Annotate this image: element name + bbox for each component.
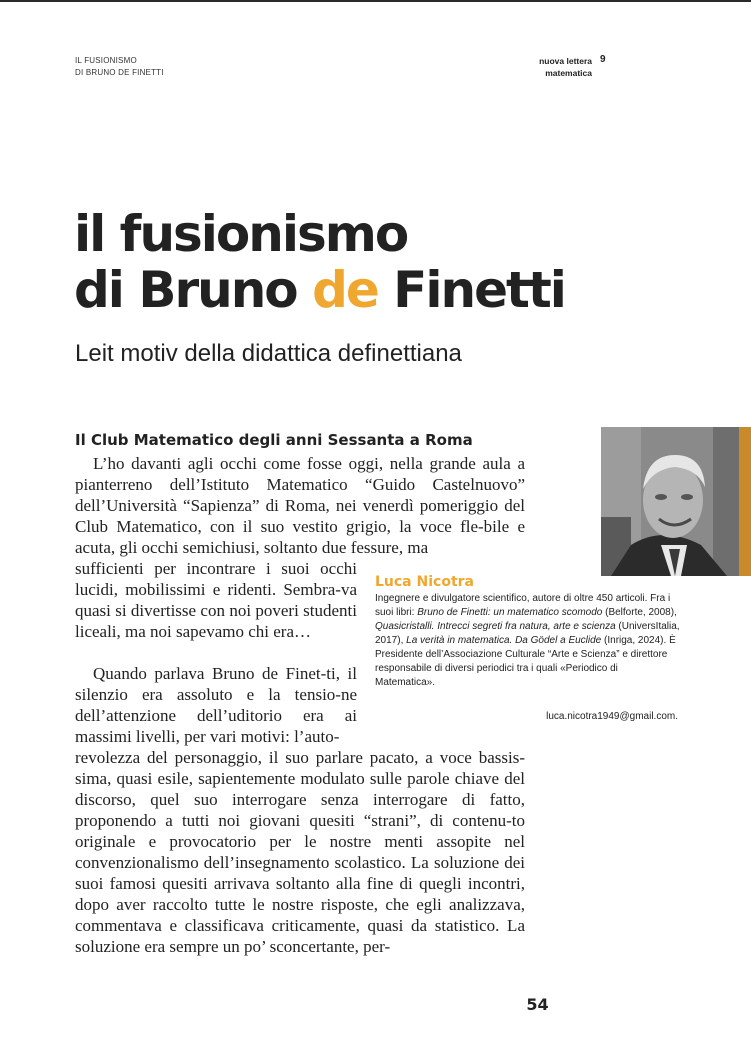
page-number: 54 (526, 995, 549, 1014)
magazine-name-line2: matematica (545, 68, 592, 78)
bio-text-1: Ingegnere e divulgatore scientifico, autore di oltre 450 articoli. Fra i suoi libri: (375, 593, 671, 618)
article-title (74, 206, 565, 318)
body-paragraph-1-part-1: L’ho davanti agli occhi come fosse oggi, nella grande aula a pianterreno dell’Istituto Matematico “Guido Castelnuovo” dell’Università “Sapienza” di Roma, nei venerdì pomeriggio del Club Matematico, con il suo vestito grigio, la voce fle-bile e acuta, gli occhi semichiusi, soltanto due fessure, ma (75, 454, 525, 557)
body-paragraph-2-part-1: Quando parlava Bruno de Finet-ti, il silenzio era assoluto e la tensio-ne dell’attenzione dell’uditorio era ai massimi livelli, per vari motivi: l’auto- (75, 664, 357, 746)
title-accent: de (312, 261, 378, 319)
bio-text-4: (Inriga, 2024). È Presidente dell’Associazione Culturale “Arte e Scienza” e direttore responsabile di diversi periodici tra i quali «Periodico di Matematica». (375, 635, 676, 688)
bio-book-3: La verità in matematica. Da Gödel a Euclide (406, 635, 602, 646)
section-heading: Il Club Matematico degli anni Sessanta a Roma (75, 431, 473, 449)
body-paragraph-2-part-2: revolezza del personaggio, il suo parlare pacato, a voce bassis-sima, quasi esile, sapientemente modulato sulle parole chiave del discorso, quel suo interrogare senza interrogare di fatto, proponendo a tutti noi giovani quesiti “strani”, di contenu-to originale e provocatorio per le nostre menti assopite nel convenzionalismo dell’insegnamento scolastico. La soluzione dei suoi famosi quesiti arrivava soltanto alla fine di quegli incontri, dopo aver raccolto tutte le nostre risposte, che egli analizzava, commentava e classificava criticamente, quasi da statistico. La soluzione era sempre un po’ sconcertante, per- (75, 748, 525, 956)
title-line2-suffix: Finetti (377, 261, 565, 319)
author-name: Luca Nicotra (375, 574, 474, 590)
issue-number: 9 (600, 54, 606, 65)
running-head (75, 55, 164, 79)
body-paragraph-1-part-2: sufficienti per incontrare i suoi occhi lucidi, mobilissimi e ridenti. Sembra-va quasi si divertisse con noi poveri studenti liceali, ma noi sapevamo chi era… (75, 559, 357, 641)
top-rule (0, 0, 751, 2)
bio-book-2: Quasicristalli. Intrecci segreti fra natura, arte e scienza (375, 621, 616, 632)
title-line2-prefix: di Bruno (74, 261, 313, 319)
author-photo (601, 427, 751, 576)
magazine-name-line1: nuova lettera (539, 56, 592, 66)
author-email: luca.nicotra1949@gmail.com. (546, 711, 678, 722)
title-line1: il fusionismo (74, 205, 408, 263)
author-bio (375, 592, 680, 690)
bio-book-1: Bruno de Finetti: un matematico scomodo (417, 607, 603, 618)
running-head-line2: DI BRUNO DE FINETTI (75, 68, 164, 77)
magazine-name (500, 55, 592, 79)
article-subtitle: Leit motiv della didattica definettiana (75, 340, 462, 367)
running-head-line1: IL FUSIONISMO (75, 56, 137, 65)
bio-text-2: (Belforte, 2008), (602, 607, 677, 618)
bio-text-3: (UniversItalia, 2017), (375, 621, 680, 646)
